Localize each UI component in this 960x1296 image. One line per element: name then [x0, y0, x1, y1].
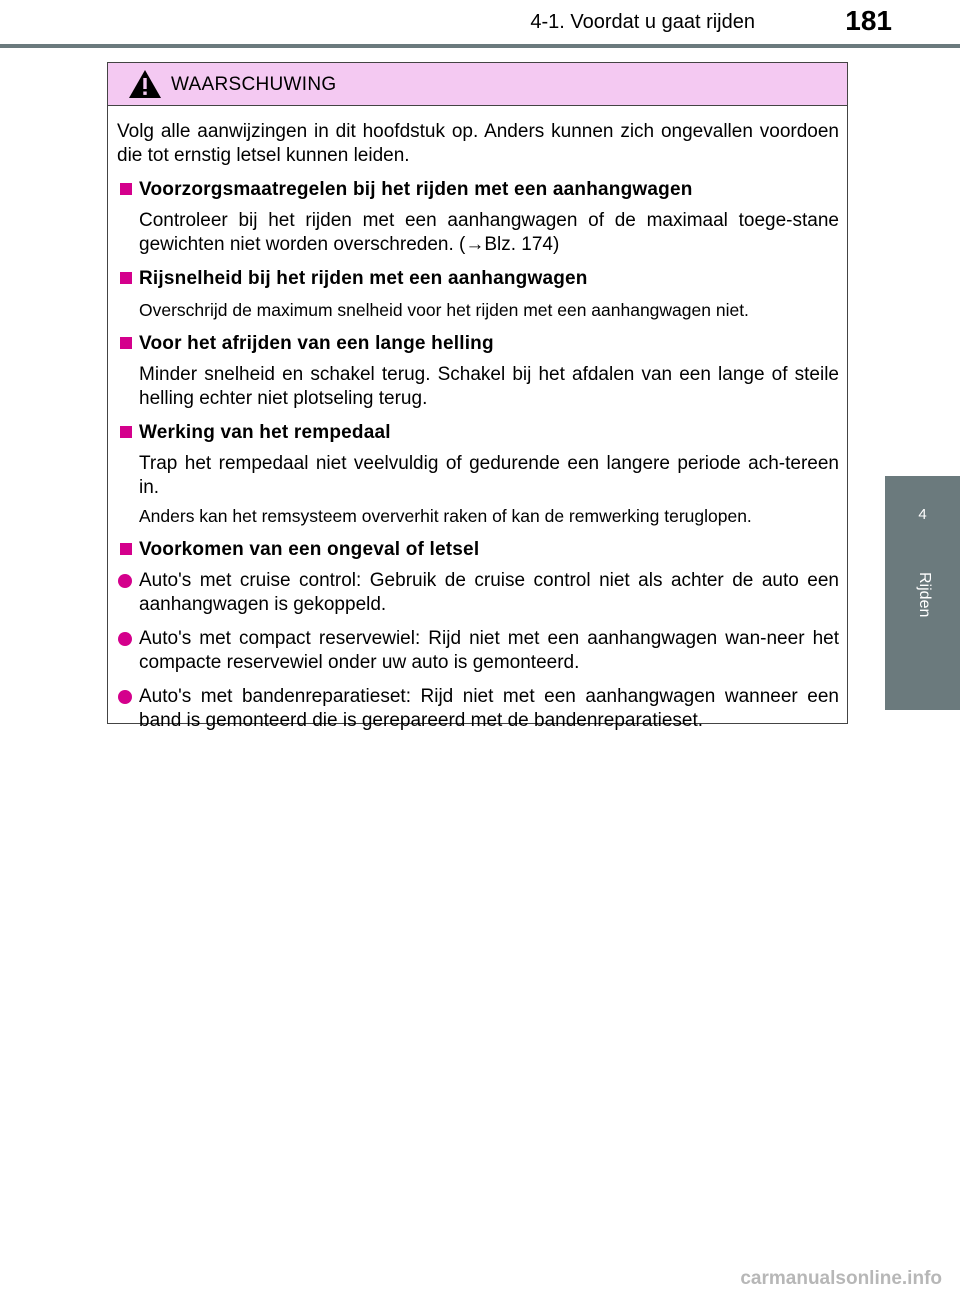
section-heading [117, 421, 839, 445]
square-bullet-icon [120, 426, 132, 438]
square-bullet-icon [120, 183, 132, 195]
section-heading [117, 267, 839, 291]
warning-body [108, 106, 847, 733]
section-paragraph: Anders kan het remsysteem oververhit raken of kan de remwerking teruglopen. [139, 506, 752, 526]
header-divider [0, 44, 960, 48]
warning-section [117, 538, 839, 733]
section-heading-text: Voorzorgsmaatregelen bij het rijden met een aanhangwagen [139, 179, 693, 200]
warning-section [117, 267, 839, 322]
round-bullet-icon [118, 632, 132, 646]
chapter-label: Rijden [916, 572, 933, 618]
square-bullet-icon [120, 337, 132, 349]
section-paragraph: Controleer bij het rijden met een aanhangwagen of de maximaal toege-stane gewichten niet worden overschreden. (→Blz. 174) [139, 210, 839, 255]
round-bullet-icon [118, 690, 132, 704]
warning-section [117, 178, 839, 257]
section-paragraph: Overschrijd de maximum snelheid voor het rijden met een aanhangwagen niet. [139, 300, 749, 320]
page-header [0, 0, 960, 44]
warning-header [108, 63, 847, 106]
round-bullet-icon [118, 574, 132, 588]
section-heading-text: Voorkomen van een ongeval of letsel [139, 539, 480, 560]
warning-section [117, 421, 839, 528]
section-title: 4-1. Voordat u gaat rijden [530, 11, 755, 33]
watermark: carmanualsonline.info [740, 1268, 942, 1289]
section-heading [117, 178, 839, 202]
section-heading [117, 538, 839, 562]
section-heading [117, 332, 839, 356]
chapter-tab [885, 476, 960, 710]
section-paragraph: Minder snelheid en schakel terug. Schakel bij het afdalen van een lange of steile helling echter niet plotseling terug. [139, 364, 839, 409]
section-paragraph: Trap het rempedaal niet veelvuldig of gedurende een langere periode ach-tereen in. [139, 453, 839, 498]
list-item-text: Auto's met cruise control: Gebruik de cruise control niet als achter de auto een aanhangwagen is gekoppeld. [139, 570, 839, 615]
section-heading-text: Voor het afrijden van een lange helling [139, 333, 494, 354]
warning-intro: Volg alle aanwijzingen in dit hoofdstuk op. Anders kunnen zich ongevallen voordoen die tot ernstig letsel kunnen leiden. [117, 121, 839, 166]
chapter-number: 4 [918, 506, 927, 523]
square-bullet-icon [120, 272, 132, 284]
list-item [117, 569, 839, 617]
list-item [117, 627, 839, 675]
page-number: 181 [845, 5, 892, 36]
list-item [117, 685, 839, 733]
section-heading-text: Werking van het rempedaal [139, 422, 391, 443]
warning-section [117, 332, 839, 411]
warning-triangle-icon [128, 69, 162, 99]
square-bullet-icon [120, 543, 132, 555]
section-heading-text: Rijsnelheid bij het rijden met een aanhangwagen [139, 268, 588, 289]
list-item-text: Auto's met compact reservewiel: Rijd niet met een aanhangwagen wan-neer het compacte reservewiel onder uw auto is gemonteerd. [139, 628, 839, 673]
list-item-text: Auto's met bandenreparatieset: Rijd niet met een aanhangwagen wanneer een band is gemonteerd die is gerepareerd met de bandenreparatieset. [139, 686, 839, 731]
warning-title: WAARSCHUWING [171, 74, 337, 95]
warning-box [107, 62, 848, 731]
